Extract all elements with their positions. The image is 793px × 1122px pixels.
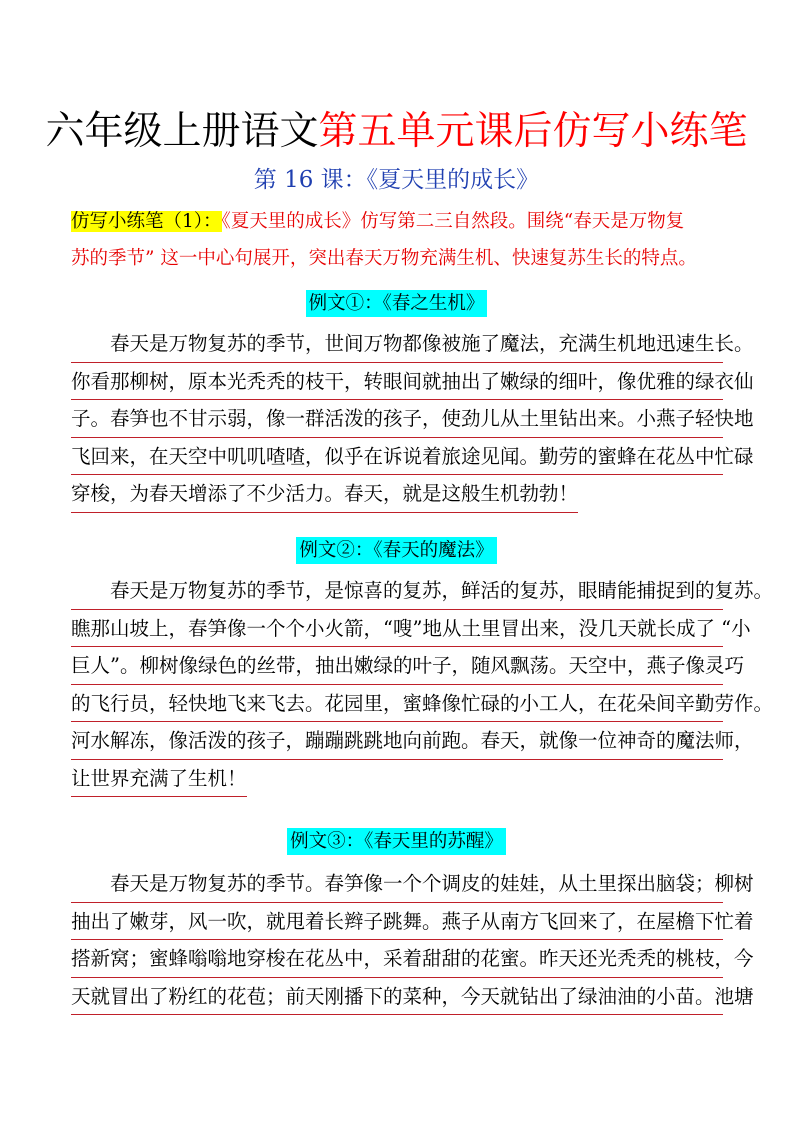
example-1-line: 穿梭，为春天增添了不少活力。春天，就是这般生机勃勃！ — [71, 475, 578, 513]
example-1-line: 子。春笋也不甘示弱，像一群活泼的孩子，使劲儿从土里钻出来。小燕子轻快地 — [71, 400, 723, 438]
example-2-line: 让世界充满了生机！ — [71, 760, 247, 798]
example-1-heading — [0, 287, 793, 321]
task-label: 仿写小练笔（1）： — [71, 211, 222, 232]
writing-task — [71, 203, 731, 277]
example-2-heading-text: 例文②：《春天的魔法》 — [296, 537, 496, 564]
example-3-line: 抽出了嫩芽，风一吹，就甩着长辫子跳舞。燕子从南方飞回来了，在屋檐下忙着 — [71, 903, 723, 941]
example-2-line: 巨人”。柳树像绿色的丝带，抽出嫩绿的叶子，随风飘荡。天空中，燕子像灵巧 — [71, 647, 723, 685]
example-1-paragraph — [71, 325, 754, 513]
example-1-heading-text: 例文①：《春之生机》 — [306, 290, 488, 317]
title-black-part: 六年级上册语文 — [45, 109, 319, 154]
example-3-heading-text: 例文③：《春天里的苏醒》 — [287, 828, 506, 855]
lesson-subtitle: 第 16 课：《夏天里的成长》 — [253, 167, 540, 193]
example-2-line: 瞧那山坡上，春笋像一个个小火箭，“嗖”地从土里冒出来，没几天就长成了 “小 — [71, 610, 723, 648]
example-3-line: 春天是万物复苏的季节。春笋像一个个调皮的娃娃，从土里探出脑袋；柳树 — [71, 865, 723, 903]
task-text-1: 《夏天里的成长》仿写第二三自然段。围绕“春天是万物复 — [221, 211, 685, 232]
example-2-heading — [0, 534, 793, 568]
example-2-paragraph — [71, 572, 774, 797]
example-1-line: 飞回来，在天空中叽叽喳喳，似乎在诉说着旅途见闻。勤劳的蜜蜂在花丛中忙碌 — [71, 438, 723, 476]
example-3-paragraph — [71, 865, 754, 1015]
task-line-2: 苏的季节” 这一中心句展开，突出春天万物充满生机、快速复苏生长的特点。 — [71, 248, 697, 269]
document-title — [0, 108, 793, 156]
example-3-line: 天就冒出了粉红的花苞；前天刚播下的菜种，今天就钻出了绿油油的小苗。池塘 — [71, 978, 723, 1016]
example-2-line: 春天是万物复苏的季节，是惊喜的复苏，鲜活的复苏，眼睛能捕捉到的复苏。 — [71, 572, 723, 610]
example-3-heading — [0, 825, 793, 859]
example-2-line: 的飞行员，轻快地飞来飞去。花园里，蜜蜂像忙碌的小工人，在花朵间辛勤劳作。 — [71, 685, 723, 723]
example-1-line: 春天是万物复苏的季节，世间万物都像被施了魔法，充满生机地迅速生长。 — [71, 325, 723, 363]
task-line-1 — [71, 203, 731, 240]
example-2-line: 河水解冻，像活泼的孩子，蹦蹦跳跳地向前跑。春天，就像一位神奇的魔法师， — [71, 722, 723, 760]
example-1-line: 你看那柳树，原本光秃秃的枝干，转眼间就抽出了嫩绿的细叶，像优雅的绿衣仙 — [71, 363, 723, 401]
title-red-part: 第五单元课后仿写小练笔 — [318, 109, 748, 154]
example-3-line: 搭新窝；蜜蜂嗡嗡地穿梭在花丛中，采着甜甜的花蜜。昨天还光秃秃的桃枝，今 — [71, 940, 723, 978]
